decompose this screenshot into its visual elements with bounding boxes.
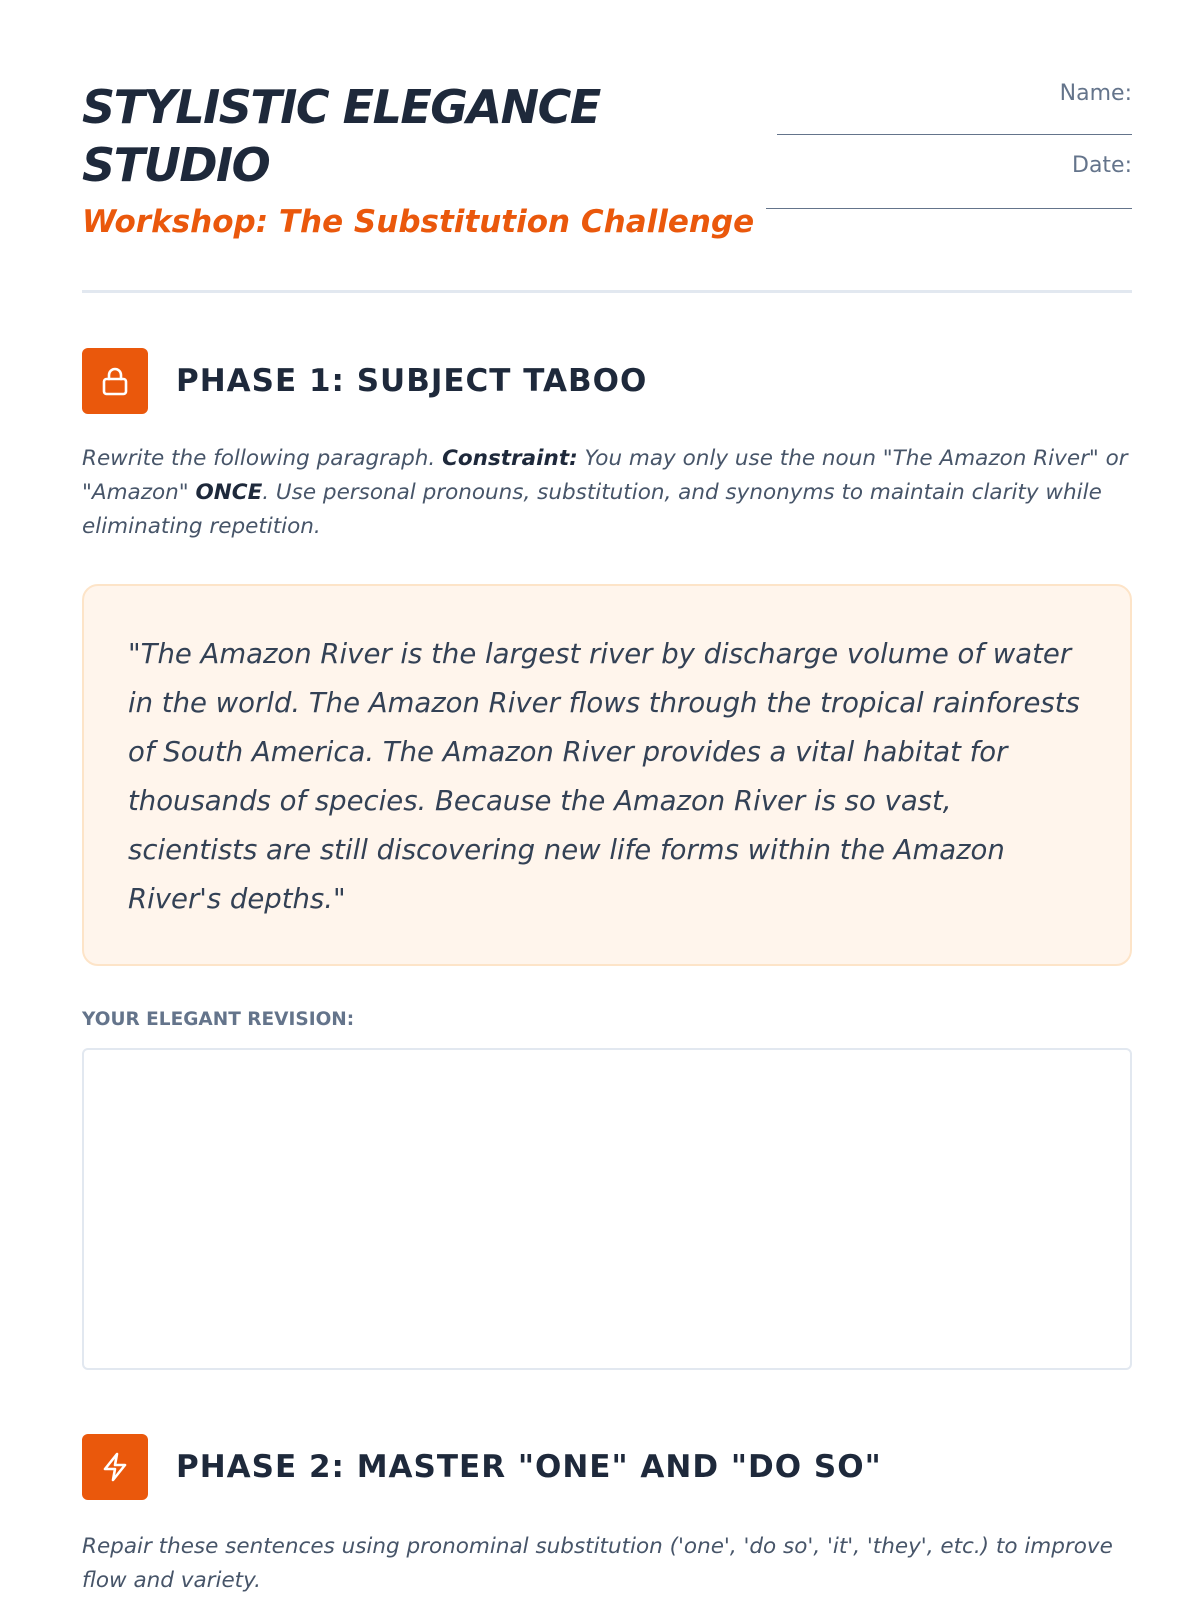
name-label: Name: (1059, 81, 1132, 106)
phase-2-instructions: Repair these sentences using pronominal substitution ('one', 'do so', 'it', 'they', etc.) to improve flow and variety. (82, 1534, 1113, 1593)
constraint-text: You may only use the noun "The Amazon River" or "Amazon" (82, 446, 1128, 505)
date-line[interactable] (766, 208, 1132, 209)
instructions-rest: . Use personal pronouns, substitution, and synonyms to maintain clarity while eliminating repetition. (82, 480, 1102, 539)
lock-icon (82, 348, 148, 414)
once-emphasis: ONCE (195, 480, 263, 505)
phase-1-title: PHASE 1: SUBJECT TABOO (176, 363, 648, 399)
worksheet-header (82, 78, 1132, 248)
header-divider (82, 290, 1132, 293)
phase-2-title: PHASE 2: MASTER "ONE" AND "DO SO" (176, 1449, 882, 1485)
instructions-intro: Rewrite the following paragraph. (82, 446, 443, 471)
amazon-passage: "The Amazon River is the largest river by discharge volume of water in the world. The Amazon River flows through the tropical rainforests of South America. The Amazon River provides a vital habitat for thousands of species. Because the Amazon River is so vast, scientists are still discovering new life forms within the Amazon River's depths." (128, 638, 1080, 915)
date-label: Date: (1072, 153, 1132, 178)
phase-2-header (82, 1434, 1132, 1502)
passage-box (82, 584, 1132, 966)
lightning-icon (82, 1434, 148, 1500)
constraint-label: Constraint: (442, 446, 578, 471)
studio-title: STYLISTIC ELEGANCE STUDIO (82, 80, 600, 192)
workshop-subtitle: Workshop: The Substitution Challenge (82, 204, 755, 240)
name-line[interactable] (777, 134, 1132, 135)
revision-textarea[interactable] (82, 1048, 1132, 1370)
worksheet-page (82, 0, 1132, 1600)
phase-1-instructions (82, 442, 1132, 544)
phase-1-header (82, 348, 1132, 416)
revision-label: YOUR ELEGANT REVISION: (82, 1009, 355, 1030)
